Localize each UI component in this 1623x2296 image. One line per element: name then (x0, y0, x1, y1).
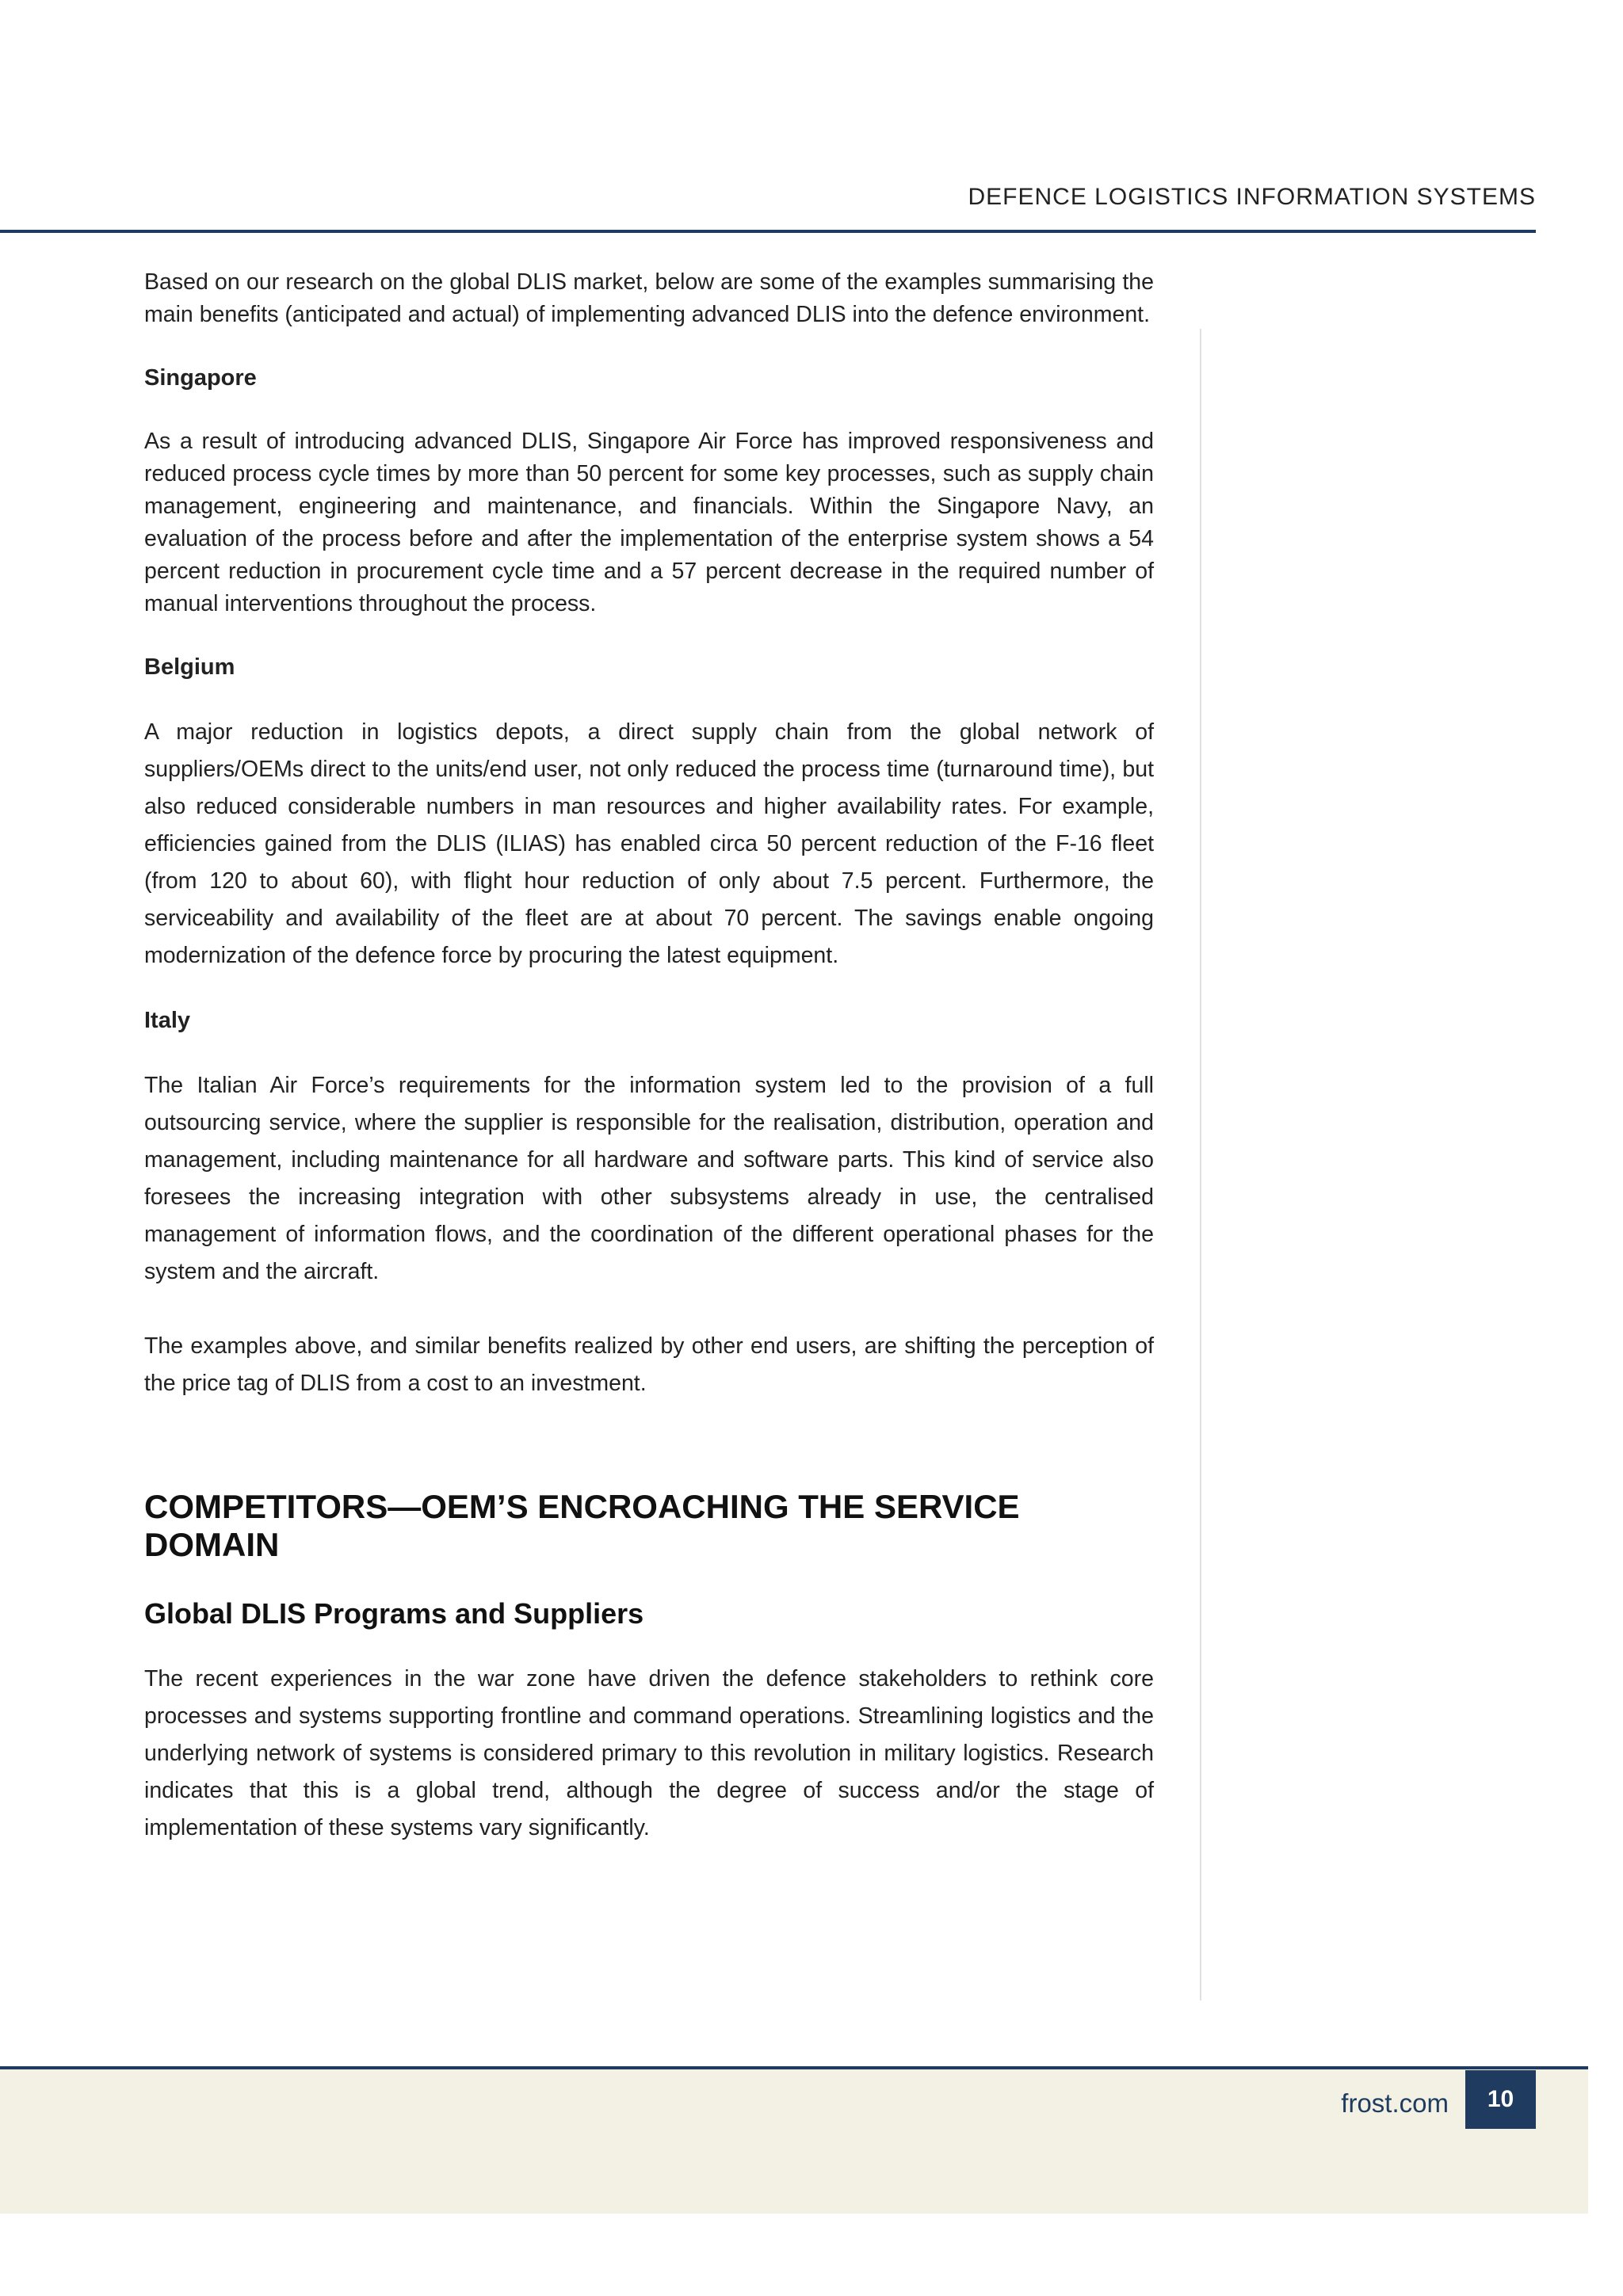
subsection-title: Global DLIS Programs and Suppliers (144, 1597, 644, 1630)
section-title: COMPETITORS—OEM’S ENCROACHING THE SERVICE DOMAIN (144, 1488, 1020, 1563)
heading-italy: Italy (144, 1008, 191, 1033)
paragraph-belgium: A major reduction in logistics depots, a direct supply chain from the global network of suppliers/OEMs direct to the units/end user, not only reduced the process time (turnaround time), but also reduced considerable numbers in man resources and higher availability rates. For example, efficiencies gained from the DLIS (ILIAS) has enabled circa 50 percent reduction of the F-16 fleet (from 120 to about 60), with flight hour reduction of only about 7.5 percent. Furthermore, the serviceability and availability of the fleet are at about 70 percent. The savings enable ongoing modernization of the defence force by procuring the latest equipment. (144, 719, 1154, 968)
heading-singapore: Singapore (144, 365, 257, 391)
paragraph-singapore: As a result of introducing advanced DLIS, Singapore Air Force has improved responsiveness and reduced process cycle times by more than 50 percent for some key processes, such as supply chain management, engineering and maintenance, and financials. Within the Singapore Navy, an evaluation of the process before and after the implementation of the enterprise system shows a 54 percent reduction in procurement cycle time and a 57 percent decrease in the required number of manual interventions throughout the process. (144, 429, 1154, 616)
intro-paragraph: Based on our research on the global DLIS market, below are some of the examples summarising the main benefits (anticipated and actual) of implementing advanced DLIS into the defence environment. (144, 269, 1154, 327)
footer-divider (0, 2066, 1588, 2069)
running-header: DEFENCE LOGISTICS INFORMATION SYSTEMS (968, 184, 1536, 210)
page-number: 10 (1465, 2070, 1536, 2129)
header-divider (0, 230, 1536, 233)
paragraph-closing: The examples above, and similar benefits realized by other end users, are shifting the perception of the price tag of DLIS from a cost to an investment. (144, 1333, 1154, 1396)
footer-site-link[interactable]: frost.com (1341, 2088, 1449, 2118)
heading-belgium: Belgium (144, 654, 235, 680)
page-body (144, 266, 1154, 1847)
paragraph-italy: The Italian Air Force’s requirements for the information system led to the provision of a full outsourcing service, where the supplier is responsible for the realisation, distribution, operation and management, including maintenance for all hardware and software parts. This kind of service also foresees the increasing integration with other subsystems already in use, the centralised management of information flows, and the coordination of the different operational phases for the system and the aircraft. (144, 1073, 1154, 1284)
margin-divider (1200, 329, 1201, 2000)
paragraph-programs: The recent experiences in the war zone have driven the defence stakeholders to rethink core processes and systems supporting frontline and command operations. Streamlining logistics and the underlying network of systems is considered primary to this revolution in military logistics. Research indicates that this is a global trend, although the degree of success and/or the stage of implementation of these systems vary significantly. (144, 1666, 1154, 1840)
